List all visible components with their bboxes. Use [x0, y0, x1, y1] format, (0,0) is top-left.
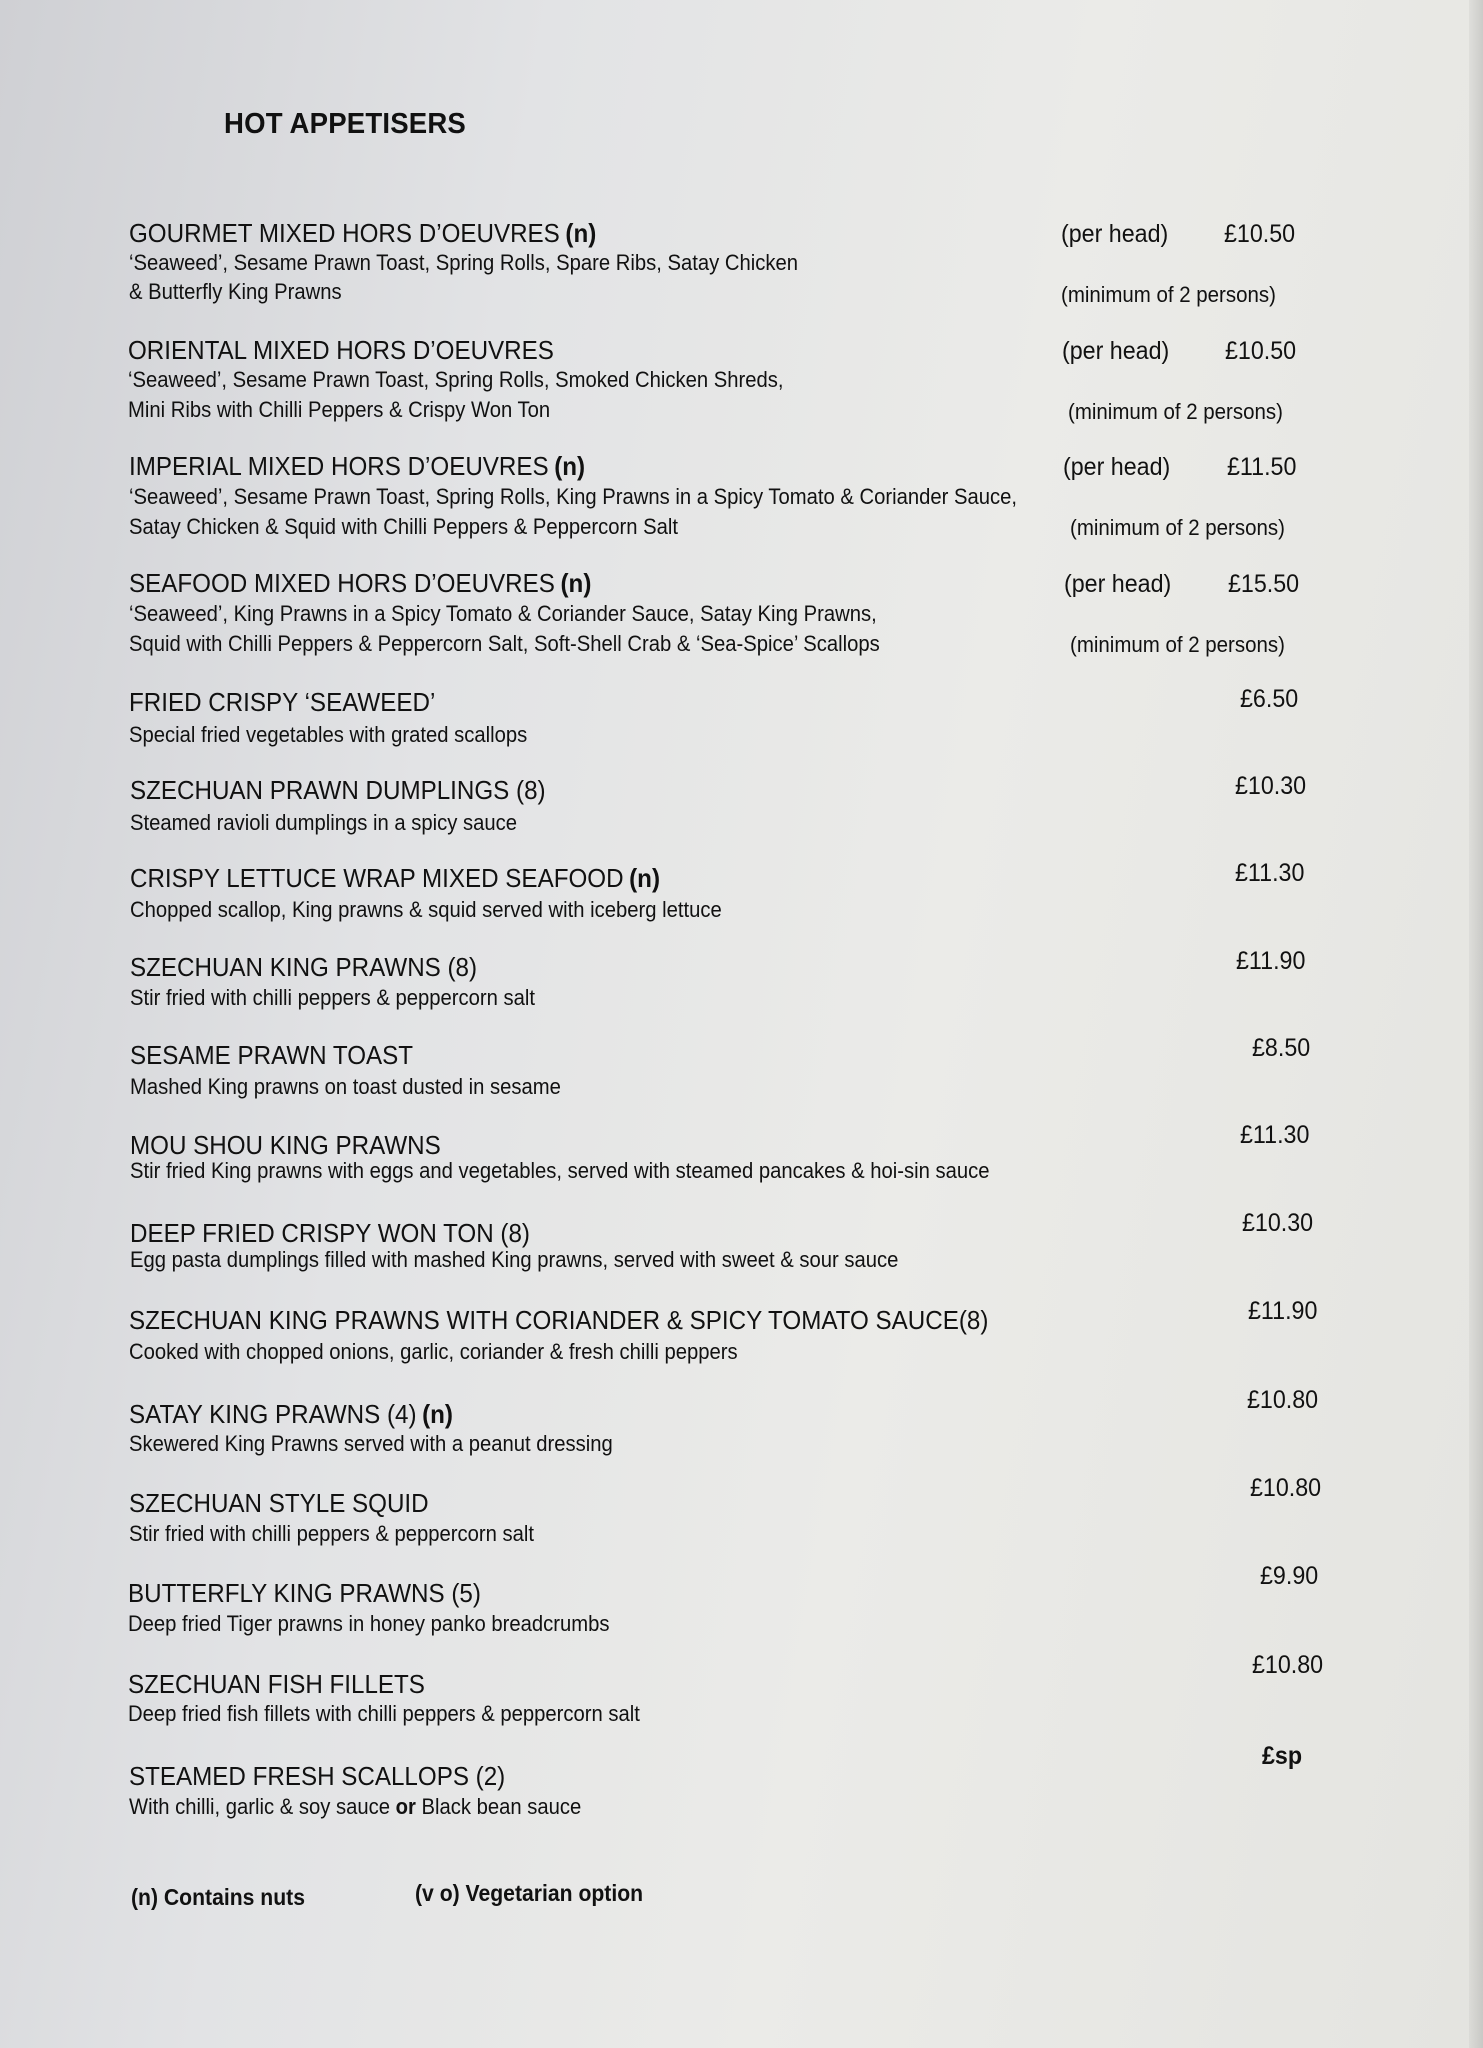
item-price: £11.30: [1235, 859, 1305, 887]
item-description: Skewered King Prawns served with a peanut dressing: [129, 1431, 613, 1456]
minimum-note: (minimum of 2 persons): [1070, 632, 1285, 657]
legend-nuts: (n) Contains nuts: [131, 1884, 305, 1910]
item-price: £10.80: [1250, 1474, 1322, 1502]
item-description: With chilli, garlic & soy sauce or Black bean sauce: [129, 1794, 582, 1819]
item-description: Deep fried fish fillets with chilli peppers & peppercorn salt: [128, 1701, 640, 1726]
item-description: Stir fried King prawns with eggs and vegetables, served with steamed pancakes & hoi-sin sauce: [130, 1158, 990, 1183]
item-description: ‘Seaweed’, Sesame Prawn Toast, Spring Rolls, Smoked Chicken Shreds,: [128, 367, 784, 392]
item-description: Satay Chicken & Squid with Chilli Peppers & Peppercorn Salt: [129, 514, 679, 539]
item-price: £10.30: [1242, 1209, 1314, 1237]
item-description: Mini Ribs with Chilli Peppers & Crispy Won Ton: [128, 397, 551, 422]
item-description: Mashed King prawns on toast dusted in sesame: [130, 1074, 561, 1099]
item-price: £10.30: [1235, 772, 1307, 800]
item-description: ‘Seaweed’, Sesame Prawn Toast, Spring Rolls, Spare Ribs, Satay Chicken: [129, 250, 798, 275]
item-name: SZECHUAN KING PRAWNS WITH CORIANDER & SPICY TOMATO SAUCE(8): [129, 1305, 989, 1335]
minimum-note: (minimum of 2 persons): [1068, 399, 1283, 424]
nuts-marker: (n): [560, 568, 592, 598]
item-price: £15.50: [1228, 570, 1300, 598]
item-description: Egg pasta dumplings filled with mashed King prawns, served with sweet & sour sauce: [130, 1247, 899, 1272]
per-head-label: (per head): [1061, 220, 1169, 248]
per-head-label: (per head): [1064, 570, 1172, 598]
item-description: ‘Seaweed’, King Prawns in a Spicy Tomato & Coriander Sauce, Satay King Prawns,: [129, 601, 877, 626]
item-name: GOURMET MIXED HORS D’OEUVRES (n): [129, 218, 597, 248]
item-description: Steamed ravioli dumplings in a spicy sauce: [130, 810, 518, 835]
item-description: Special fried vegetables with grated scallops: [129, 722, 528, 747]
minimum-note: (minimum of 2 persons): [1070, 515, 1285, 540]
item-name: SZECHUAN PRAWN DUMPLINGS (8): [130, 775, 546, 805]
item-price: £sp: [1262, 1742, 1303, 1770]
item-price: £11.30: [1240, 1121, 1310, 1149]
legend-vegetarian: (v o) Vegetarian option: [415, 1880, 644, 1906]
item-price: £11.90: [1236, 947, 1306, 975]
item-price: £10.80: [1247, 1386, 1319, 1414]
minimum-note: (minimum of 2 persons): [1061, 282, 1276, 307]
item-name: SEAFOOD MIXED HORS D’OEUVRES (n): [129, 568, 592, 598]
item-description: Cooked with chopped onions, garlic, coriander & fresh chilli peppers: [129, 1339, 738, 1364]
item-name: BUTTERFLY KING PRAWNS (5): [128, 1578, 481, 1608]
per-head-label: (per head): [1063, 453, 1171, 481]
item-price: £10.50: [1224, 220, 1296, 248]
paper-edge: [1469, 0, 1483, 2048]
item-description: Stir fried with chilli peppers & peppercorn salt: [130, 985, 536, 1010]
item-name: CRISPY LETTUCE WRAP MIXED SEAFOOD (n): [130, 863, 661, 893]
item-name: SZECHUAN FISH FILLETS: [128, 1669, 425, 1699]
per-head-label: (per head): [1062, 337, 1170, 365]
page-title: HOT APPETISERS: [224, 108, 466, 140]
item-name: IMPERIAL MIXED HORS D’OEUVRES (n): [129, 451, 586, 481]
item-price: £10.80: [1252, 1651, 1324, 1679]
item-description: Deep fried Tiger prawns in honey panko breadcrumbs: [128, 1611, 610, 1636]
item-description: Squid with Chilli Peppers & Peppercorn Salt, Soft-Shell Crab & ‘Sea-Spice’ Scallops: [129, 631, 880, 656]
item-name: SESAME PRAWN TOAST: [130, 1040, 414, 1070]
nuts-marker: (n): [629, 863, 661, 893]
item-name: SATAY KING PRAWNS (4) (n): [129, 1399, 453, 1429]
item-name: ORIENTAL MIXED HORS D’OEUVRES: [128, 335, 554, 365]
item-name: FRIED CRISPY ‘SEAWEED’: [129, 687, 436, 717]
item-price: £11.50: [1227, 453, 1297, 481]
item-price: £9.90: [1260, 1562, 1319, 1590]
item-description: Stir fried with chilli peppers & peppercorn salt: [129, 1521, 535, 1546]
item-name: SZECHUAN KING PRAWNS (8): [130, 952, 478, 982]
nuts-marker: (n): [554, 451, 586, 481]
item-description: Chopped scallop, King prawns & squid served with iceberg lettuce: [130, 897, 722, 922]
item-description: ‘Seaweed’, Sesame Prawn Toast, Spring Rolls, King Prawns in a Spicy Tomato & Coriander Sauce,: [129, 484, 1018, 509]
item-name: MOU SHOU KING PRAWNS: [130, 1130, 441, 1160]
item-price: £11.90: [1248, 1297, 1318, 1325]
nuts-marker: (n): [565, 218, 597, 248]
item-name: STEAMED FRESH SCALLOPS (2): [129, 1761, 506, 1791]
item-price: £6.50: [1240, 685, 1299, 713]
nuts-marker: (n): [422, 1399, 453, 1429]
item-price: £10.50: [1225, 337, 1297, 365]
item-price: £8.50: [1252, 1034, 1311, 1062]
item-name: SZECHUAN STYLE SQUID: [129, 1488, 429, 1518]
item-name: DEEP FRIED CRISPY WON TON (8): [130, 1218, 530, 1248]
item-description: & Butterfly King Prawns: [129, 279, 342, 304]
